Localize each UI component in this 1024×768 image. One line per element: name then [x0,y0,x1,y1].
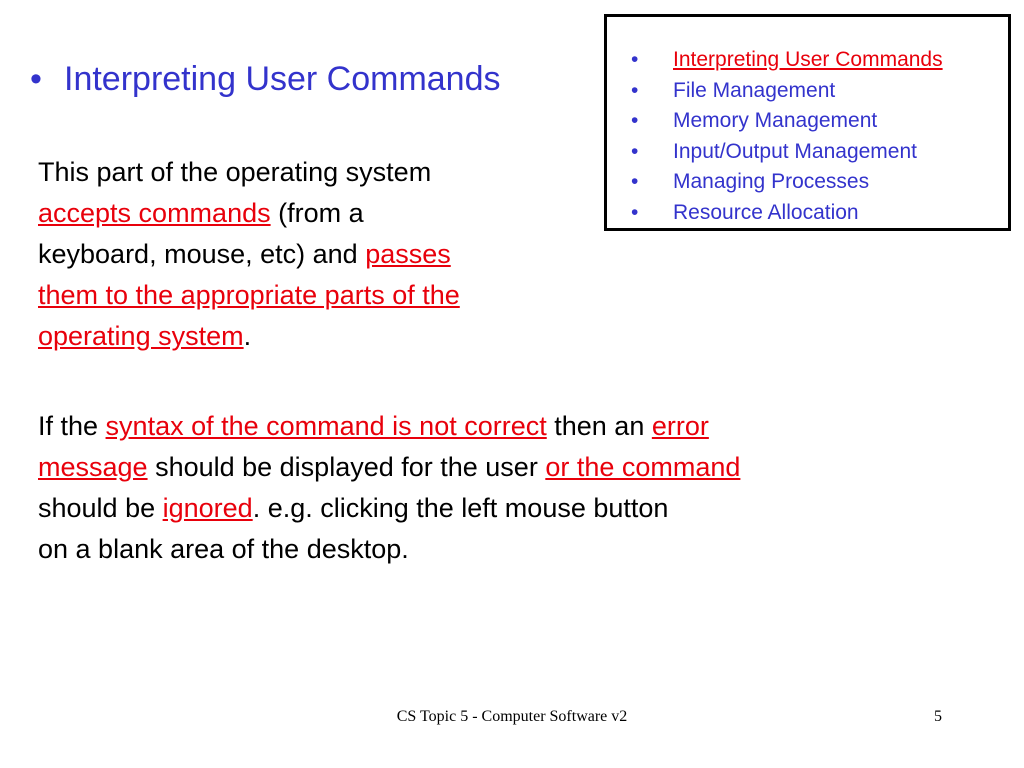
agenda-item-label: Memory Management [673,109,878,132]
highlight-message: message [38,452,148,482]
body-text: . e.g. clicking the left mouse button [252,493,669,523]
agenda-list [631,45,943,228]
highlight-error: error [651,411,709,441]
agenda-bullet: • [631,48,639,71]
agenda-item-io-management [631,137,943,168]
body-text: then an [546,411,652,441]
body-text: If the [38,411,106,441]
paragraph-line [38,234,460,275]
body-text: should be [38,493,163,523]
agenda-item-label: Interpreting User Commands [673,48,943,71]
slide-title [30,60,501,99]
highlight-ignored: ignored [162,493,253,523]
body-text: (from a [270,198,364,228]
paragraph-line [38,275,460,316]
highlight-operating-system: operating system [38,321,244,351]
paragraph-line [38,488,740,529]
paragraph-syntax-error [38,406,740,570]
agenda-bullet: • [631,200,639,224]
footer-title: CS Topic 5 - Computer Software v2 [396,708,628,725]
body-text: . [243,321,252,351]
agenda-item-label: Managing Processes [673,170,870,193]
paragraph-line [38,152,460,193]
highlight-accepts-commands: accepts commands [38,198,271,228]
agenda-item-memory-management [631,106,943,137]
agenda-bullet: • [631,170,639,193]
title-text: Interpreting User Commands [64,60,501,98]
agenda-item-resource-allocation [631,198,943,229]
highlight-or-the-command: or the command [545,452,741,482]
agenda-item-label: File Management [673,78,836,102]
agenda-item-label: Input/Output Management [673,139,917,163]
paragraph-line [38,406,740,447]
body-text: on a blank area of the desktop. [38,534,409,564]
agenda-box [604,14,1011,231]
agenda-bullet: • [631,109,639,132]
body-text: keyboard, mouse, etc) and [38,239,366,269]
agenda-item-interpreting-user-commands [631,45,943,76]
slide-number: 5 [934,708,942,725]
highlight-passes: passes [365,239,451,269]
paragraph-line [38,529,740,570]
agenda-bullet: • [631,78,639,102]
title-bullet: • [30,60,42,98]
paragraph-line [38,316,460,357]
agenda-item-label: Resource Allocation [673,200,859,224]
paragraph-line [38,447,740,488]
paragraph-line [38,193,460,234]
agenda-item-managing-processes [631,167,943,198]
highlight-appropriate-parts: them to the appropriate parts of the [38,280,460,310]
agenda-bullet: • [631,139,639,163]
agenda-item-file-management [631,76,943,107]
highlight-syntax-not-correct: syntax of the command is not correct [105,411,547,441]
paragraph-accepts-commands [38,152,460,357]
body-text: should be displayed for the user [147,452,546,482]
body-text: This part of the operating system [38,157,432,187]
